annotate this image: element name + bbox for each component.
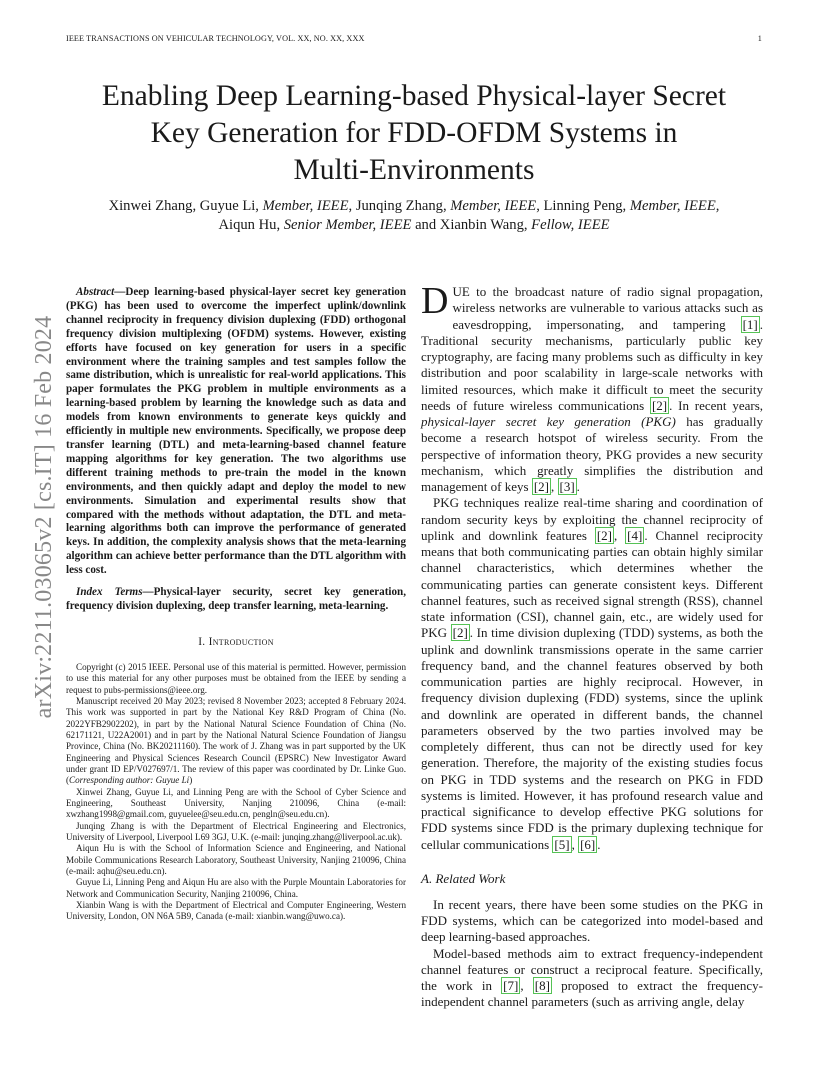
journal-name: IEEE TRANSACTIONS ON VEHICULAR TECHNOLOGY, VOL. XX, NO. XX, XXX [66, 34, 365, 43]
related-text: , [520, 978, 533, 993]
abstract-text: —Deep learning-based physical-layer secret key generation (PKG) has been used to overcome the imperfect uplink/downlink channel reciprocity in frequency division duplexing (FDD) orthogonal frequency division multiplexing (OFDM) systems. However, existing efforts have focused on key generation for users in a specific environment where the training samples and test samples follow the same distribution, which is unrealistic for real-world applications. This paper formulates the PKG problem in multiple environments as a learning-based problem by learning the knowledge such as data and models from known environments to generate keys quickly and efficiently in multiple new environments. Specifically, we propose deep transfer learning (DTL) and meta-learning-based channel feature mapping algorithms for key generation. The two algorithms use different training methods to pre-train the model in the known environments, and then quickly adapt and deploy the model to new environments. Simulation and experimental results show that compared with the methods without adaptation, the DTL and meta-learning algorithms both can improve the performance of generated keys. In addition, the complexity analysis shows that the meta-learning algorithm can achieve better performance than the DTL algorithm with less cost. [66, 286, 406, 577]
author-role: Member, IEEE [262, 198, 349, 214]
related-text: proposed to extract the frequency-independent channel parameters (such as arriving angle, delay [421, 978, 763, 1010]
intro-text: , [571, 836, 579, 852]
citation-link[interactable]: [2] [452, 625, 468, 641]
author-names: , Linning Peng, [536, 198, 630, 214]
affiliation-note: Xinwei Zhang, Guyue Li, and Linning Peng are with the School of Cyber Science and Engineering, Southeast University, Nanjing 210096, China (e-mail: xwzhang1998@gmail.com, guyuelee@seu.edu.cn, pengln@seu.edu.cn). [66, 786, 406, 820]
citation-link[interactable]: [2] [596, 527, 612, 543]
intro-text: . In time division duplexing (TDD) systems, as both the uplink and downlink transmissions operate in the same carrier frequency band, and the channel features observed by both communication parties are highly reciprocal. However, in frequency division duplexing (FDD) systems, since the uplink and downlink are operated in different bands, the channel parameters observed by the two parties involved may be completely different, thus can not be directly used for key generation. Therefore, the majority of the existing studies focus on PKG in TDD systems and the research on PKG in FDD systems is limited. However, it has profound research value and practical significance to develop effective PKG solutions for FDD systems since FDD is the primary duplexing technique for cellular communications [421, 625, 763, 852]
index-terms-label: Index Terms [76, 586, 143, 599]
section-number: I. [198, 635, 209, 648]
citation-link[interactable]: [8] [534, 978, 550, 993]
title-line-1: Enabling Deep Learning-based Physical-layer Secret [101, 80, 727, 112]
author-role: Fellow, IEEE [531, 217, 610, 233]
citation-link[interactable]: [2] [533, 479, 549, 494]
section-heading-introduction [66, 636, 406, 648]
corresponding-author: Corresponding author: Guyue Li [69, 775, 190, 786]
author-role: Senior Member, IEEE [283, 217, 412, 233]
footnotes [66, 662, 406, 923]
affiliation-note: Junqing Zhang is with the Department of Electrical Engineering and Electronics, University of Liverpool, Liverpool L69 3GJ, U.K. (e-mail: junqing.zhang@liverpool.ac.uk). [66, 820, 406, 842]
manuscript-end: ) [189, 775, 193, 786]
page-number: 1 [757, 34, 762, 43]
running-header [66, 34, 762, 46]
affiliation-note: Aiqun Hu is with the School of Information Science and Engineering, and National Mobile Communications Research Laboratory, Southeast University, Nanjing 210096, China (e-mail: aqhu@seu.edu.cn). [66, 843, 406, 877]
intro-text: . Traditional security mechanisms, particularly public key cryptography, are facing many problems such as difficulty in key distribution and poor scalability in large-scale networks with limited resources, which make it difficult to meet the security needs of future wireless communications [421, 316, 763, 413]
title-line-3: Multi-Environments [293, 154, 535, 186]
related-paragraph-2 [421, 946, 763, 1011]
intro-text: UE to the broadcast nature of radio signal propagation, wireless networks are vulnerable to various attacks such as eavesdropping, impersonating, and tampering [452, 284, 763, 332]
affiliation-note: Guyue Li, Linning Peng and Aiqun Hu are also with the Purple Mountain Laboratories for Network and Communication Security, Nanjing 210096, China. [66, 877, 406, 899]
intro-text: PKG techniques realize real-time sharing and coordination of random security keys by exploiting the channel reciprocity of uplink and downlink features [421, 495, 763, 543]
citation-link[interactable]: [3] [559, 479, 575, 494]
author-line-2 [66, 216, 762, 235]
intro-paragraph-2 [421, 495, 763, 853]
manuscript-text: Manuscript received 20 May 2023; revised 8 November 2023; accepted 8 February 2024. This work was supported in part by the National Key R&D Program of China (No. 2022YFB2902202), in part by the National Natural Science Foundation of China (No. 62171121, U22A2001) and in part by the National Natural Science Foundation of Jiangsu Province, China (No. BK20211160). The work of J. Zhang was in part supported by the UK Engineering and Physical Sciences Research Council (EPSRC) New Investigator Award under grant ID EP/V027697/1. The review of this paper was coordinated by Dr. Linke Guo. ( [66, 695, 406, 786]
citation-link[interactable]: [4] [627, 527, 643, 543]
paper-title [40, 78, 788, 189]
author-list [66, 197, 762, 235]
copyright-note: Copyright (c) 2015 IEEE. Personal use of this material is permitted. However, permission to use this material for any other purposes must be obtained from the IEEE by sending a request to pubs-permissions@ieee.org. [66, 661, 406, 695]
related-text: Model-based methods aim to extract frequency-independent channel features or construct a reciprocal feature. Specifically, the work in [421, 945, 763, 993]
intro-term: physical-layer secret key generation (PKG) [421, 414, 676, 429]
author-line-1 [66, 197, 762, 216]
intro-text: . Channel reciprocity means that both communicating parties can obtain highly similar channel characteristics, which determines whether the communicating parties can generate consistent keys. Different channel features, such as received signal strength (RSS), channel state information (CSI), channel gain, etc., are widely used for PKG [421, 527, 763, 641]
related-paragraph-1: In recent years, there have been some studies on the PKG in FDD systems, which can be categorized into model-based and deep learning-based approaches. [421, 896, 763, 945]
abstract-label: Abstract [76, 286, 115, 298]
title-line-2: Key Generation for FDD-OFDM Systems in [150, 117, 678, 149]
author-role: Member, IEEE, [629, 198, 720, 214]
drop-cap: D [421, 280, 449, 322]
citation-link[interactable]: [6] [580, 836, 596, 852]
intro-text: , [551, 479, 558, 494]
manuscript-note [66, 696, 406, 787]
author-names: , Junqing Zhang, [348, 198, 451, 214]
index-terms-text: —Physical-layer security, secret key generation, frequency division duplexing, deep transfer learning, meta-learning. [66, 586, 406, 612]
abstract [66, 286, 406, 578]
author-names: and Xianbin Wang, [411, 217, 532, 233]
citation-link[interactable]: [7] [503, 978, 519, 993]
index-terms [66, 586, 406, 614]
affiliation-note: Xianbin Wang is with the Department of Electrical and Computer Engineering, Western University, London, ON N6A 5B9, Canada (e-mail: xianbin.wang@uwo.ca). [66, 900, 406, 922]
intro-text: . In recent years, [669, 397, 764, 413]
citation-link[interactable]: [2] [651, 397, 668, 413]
left-column [66, 286, 406, 923]
author-names: Aiqun Hu, [218, 217, 284, 233]
subsection-heading-related-work: A. Related Work [421, 870, 506, 886]
citation-link[interactable]: [5] [554, 836, 570, 852]
intro-text: , [614, 527, 626, 543]
section-title: Introduction [208, 635, 274, 648]
arxiv-stamp: arXiv:2211.03065v2 [cs.IT] 16 Feb 2024 [31, 315, 57, 719]
author-role: Member, IEEE [450, 198, 537, 214]
author-names: Xinwei Zhang, Guyue Li, [108, 198, 263, 214]
intro-paragraph-1 [421, 280, 764, 495]
intro-text: . [576, 479, 580, 494]
intro-text: . [597, 836, 601, 852]
intro-text: has gradually become a research hotspot of wireless security. From the perspective of information theory, PKG provides a new security mechanism, which greatly simplifies the distribution and management of keys [421, 414, 764, 494]
citation-link[interactable]: [1] [742, 316, 758, 332]
right-column [421, 280, 764, 1011]
